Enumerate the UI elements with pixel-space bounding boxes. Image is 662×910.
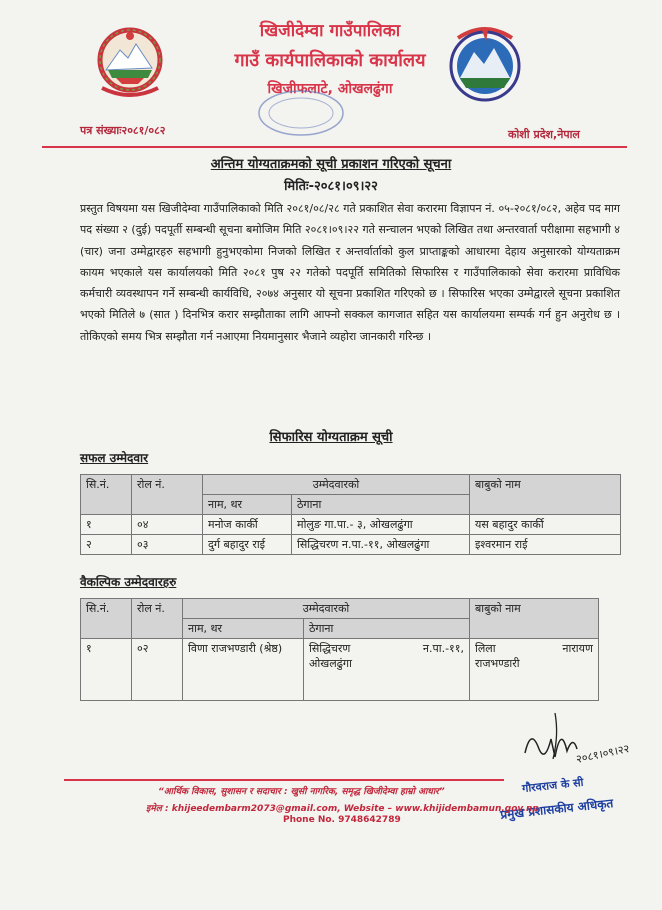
father-part: नारायण xyxy=(562,642,593,655)
cell-name: मनोज कार्की xyxy=(203,515,292,535)
reference-number: पत्र संख्याः२०८१/०८२ xyxy=(80,124,166,137)
col-candidate-header: उम्मेदवारको xyxy=(203,475,470,495)
col-father-header: बाबुको नाम xyxy=(470,475,621,515)
notice-body: प्रस्तुत विषयमा यस खिजीदेम्वा गाउँपालिकाको मिति २०८१/०८/२८ गते प्रकाशित सेवा करारमा विज्ञापन नं. ०५-२०८१/०८२, अहेव पद माग पद संख्या २ (दुई) पदपूर्ती सम्बन्धी सूचना बमोजिम मिति २०८१।०९।२२ गते सन्चालन भएको लिखित तथा अन्तरवार्ता परीक्षामा सहभागी ४ (चार) जना उम्मेद्वारहरु सहभागी हुनुभएकोमा निजको लिखित र अन्तर्वार्ताको कुल प्राप्ताङ्कको आधारमा देहाय अनुसारको योग्यताक्रम कायम भएकाले यस कार्यालयको मिति २०८१ पुष २२ गतेको पदपूर्ति समितिको सिफारिस र गाउँपालिकाको सेवा करारमा प्राविधिक कर्मचारी व्यवस्थापन गर्ने सम्बन्धी कार्यविधि, २०७४ अनुसार यो सूचना प्रकाशित गरिएको छ । सिफारिस भएका उम्मेद्वारले सूचना प्रकाशित भएको मितिले ७ (सात ) दिनभित्र करार सम्झौताका लागि आफ्नो सक्कल कागजात सहित यस कार्यालयमा सम्पर्क गर्न हुन अनुरोध छ । तोकिएको समय भित्र सम्झौता गर्न नआएमा नियमानुसार भैजाने व्यहोरा जानकारी गरिन्छ । xyxy=(80,202,620,343)
signature-date: २०८१।०९।२२ xyxy=(574,741,631,766)
footer-motto: “आर्थिक विकास, सुशासन र सदाचार : खुसी नागरिक, समृद्ध खिजीदेम्वा हाम्रो आधार” xyxy=(158,787,445,797)
notice-title: अन्तिम योग्यताक्रमको सूची प्रकाशन गरिएको सूचना xyxy=(210,157,452,172)
cell-father xyxy=(470,639,599,701)
cell-father: इश्वरमान राई xyxy=(470,535,621,555)
header-divider xyxy=(42,146,627,148)
footer-contact: इमेल : khijeedembarm2073@gmail.com, Website – www.khijidembamun.gov.np xyxy=(146,804,539,814)
address-part: न.पा.-११, xyxy=(422,642,464,655)
cell-name: दुर्ग बहादुर राई xyxy=(203,535,292,555)
province-label: कोशी प्रदेश,नेपाल xyxy=(508,128,580,141)
col-sn-header: सि.नं. xyxy=(81,599,132,639)
office-stamp xyxy=(255,87,347,139)
officer-title-stamp: प्रमुख प्रशासकीय अधिकृत xyxy=(499,796,614,822)
cell-address: मोलुङ गा.पा.- ३, ओखलढुंगा xyxy=(292,515,470,535)
cell-address: सिद्धिचरण न.पा.-११, ओखलढुंगा xyxy=(292,535,470,555)
notice-date: मितिः-२०८१।०९।२२ xyxy=(284,179,378,194)
father-part: राजभण्डारी xyxy=(475,657,520,670)
col-roll-header: रोल नं. xyxy=(132,599,183,639)
cell-roll: ०३ xyxy=(132,535,203,555)
col-address-header: ठेगाना xyxy=(304,619,470,639)
table-row xyxy=(81,515,621,535)
officer-name-stamp: गौरवराज के सी xyxy=(521,775,585,796)
alternate-heading: वैकल्पिक उम्मेदवारहरु xyxy=(80,575,177,589)
successful-table xyxy=(80,474,621,555)
municipality-name: खिजीदेम्वा गाउँपालिका xyxy=(259,21,401,41)
col-name-header: नाम, थर xyxy=(183,619,304,639)
cell-address xyxy=(304,639,470,701)
cell-sn: १ xyxy=(81,515,132,535)
table-row xyxy=(81,535,621,555)
address-part: सिद्धिचरण xyxy=(309,642,351,655)
col-sn-header: सि.नं. xyxy=(81,475,132,515)
cell-name: विणा राजभण्डारी (श्रेष्ठ) xyxy=(183,639,304,701)
footer-divider xyxy=(64,779,504,781)
office-location: खिजीफलाटे, ओखलढुंगा xyxy=(267,81,393,97)
handwritten-signature xyxy=(515,705,635,775)
cell-roll: ०४ xyxy=(132,515,203,535)
cell-sn: १ xyxy=(81,639,132,701)
alternate-table xyxy=(80,598,599,701)
col-name-header: नाम, थर xyxy=(203,495,292,515)
cell-roll: ०२ xyxy=(132,639,183,701)
table-row xyxy=(81,639,599,701)
footer-phone: Phone No. 9748642789 xyxy=(283,815,401,825)
cell-sn: २ xyxy=(81,535,132,555)
col-address-header: ठेगाना xyxy=(292,495,470,515)
col-roll-header: रोल नं. xyxy=(132,475,203,515)
office-name: गाउँ कार्यपालिकाको कार्यालय xyxy=(234,50,426,71)
father-part: लिला xyxy=(475,642,496,655)
col-candidate-header: उम्मेदवारको xyxy=(183,599,470,619)
address-part: ओखलढुंगा xyxy=(309,657,352,670)
cell-father: यस बहादुर कार्की xyxy=(470,515,621,535)
col-father-header: बाबुको नाम xyxy=(470,599,599,639)
list-title: सिफारिस योग्यताक्रम सूची xyxy=(269,430,393,445)
successful-heading: सफल उम्मेदवार xyxy=(80,451,149,465)
